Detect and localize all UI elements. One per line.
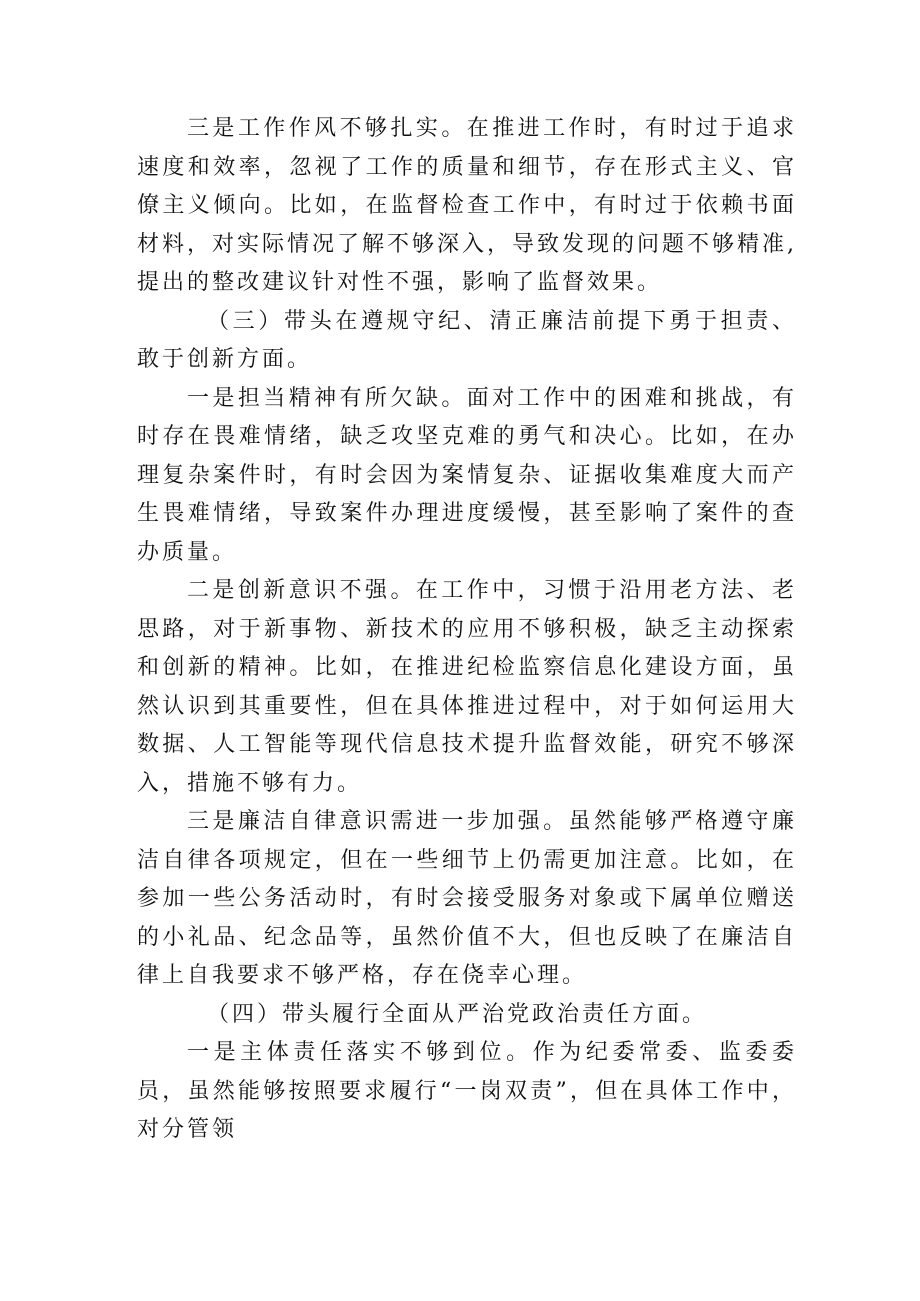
paragraph-integrity: 三是廉洁自律意识需进一步加强。虽然能够严格遵守廉洁自律各项规定，但在一些细节上仍需更加注意。比如，在参加一些公务活动时，有时会接受服务对象或下属单位赠送的小礼品、纪念品等，虽然价值不大，但也反映了在廉洁自律上自我要求不够严格，存在侥幸心理。 (137, 809, 797, 988)
paragraph-innovation: 二是创新意识不强。在工作中，习惯于沿用老方法、老思路，对于新事物、新技术的应用不够积极，缺乏主动探索和创新的精神。比如，在推进纪检监察信息化建设方面，虽然认识到其重要性，但在具体推进过程中，对于如何运用大数据、人工智能等现代信息技术提升监督效能，研究不够深入，措施不够有力。 (137, 578, 797, 796)
paragraph-responsibility: 一是担当精神有所欠缺。面对工作中的困难和挑战，有时存在畏难情绪，缺乏攻坚克难的勇气和决心。比如，在办理复杂案件时，有时会因为案情复杂、证据收集难度大而产生畏难情绪，导致案件办理进度缓慢，甚至影响了案件的查办质量。 (137, 385, 797, 565)
section-heading-four: （四）带头履行全面从严治党政治责任方面。 (207, 1001, 708, 1027)
document-body (137, 110, 797, 1150)
paragraph-work-style: 三是工作作风不够扎实。在推进工作时，有时过于追求速度和效率，忽视了工作的质量和细节，存在形式主义、官僚主义倾向。比如，在监督检查工作中，有时过于依赖书面材料，对实际情况了解不够深入，导致发现的问题不够精准,提出的整改建议针对性不强，影响了监督效果。 (137, 116, 797, 295)
paragraph-main-responsibility: 一是主体责任落实不够到位。作为纪委常委、监委委员，虽然能够按照要求履行“一岗双责”，但在具体工作中，对分管领 (137, 1040, 797, 1142)
section-heading-three: （三）带头在遵规守纪、清正廉洁前提下勇于担责、敢于创新方面。 (137, 308, 797, 372)
